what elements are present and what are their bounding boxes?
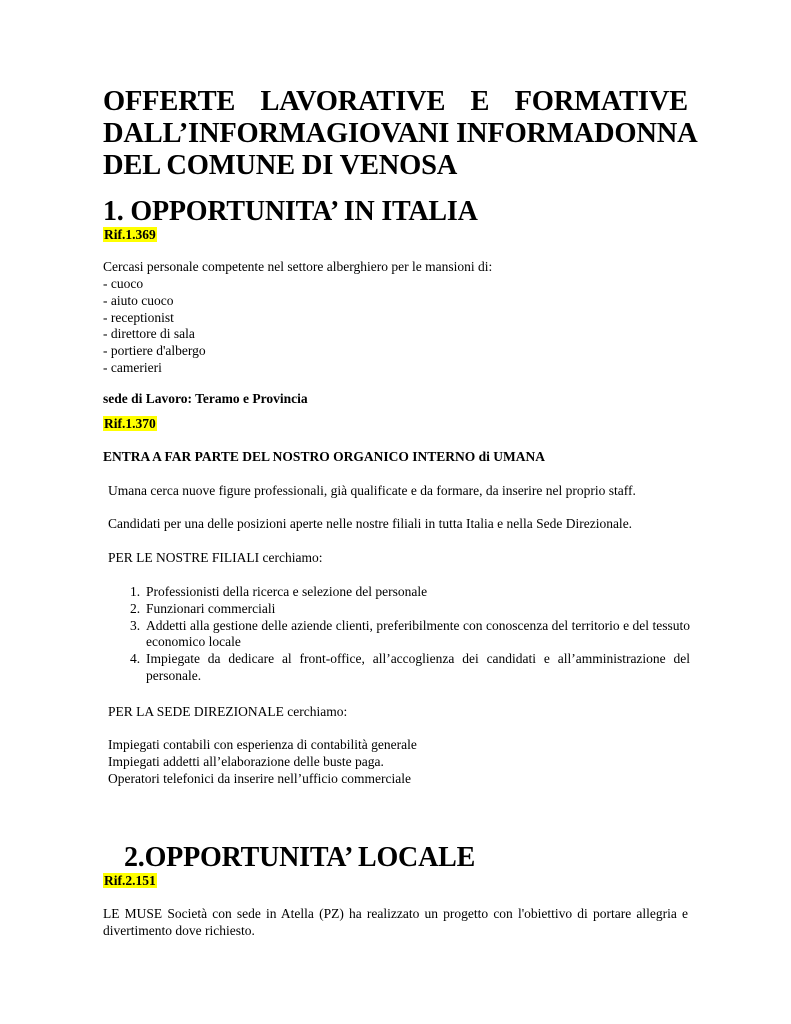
title-line-3: DEL COMUNE DI VENOSA bbox=[103, 150, 458, 181]
ref-label: Rif.2.151 bbox=[104, 873, 156, 888]
ref-1369-location: sede di Lavoro: Teramo e Provincia bbox=[103, 391, 308, 406]
list-number: 3. bbox=[130, 617, 141, 633]
list-item: Operatori telefonici da inserire nell’ufficio commerciale bbox=[108, 770, 411, 786]
list-item: - receptionist bbox=[103, 309, 174, 325]
title-word: E bbox=[470, 86, 490, 117]
list-text: Impiegate da dedicare al front-office, all’accoglienza dei candidati e all’amministrazione del personale. bbox=[146, 651, 690, 683]
filiali-list bbox=[130, 584, 690, 685]
list-number: 1. bbox=[130, 584, 141, 599]
list-item bbox=[130, 618, 690, 652]
ref-1369-positions bbox=[103, 276, 206, 377]
section-2-heading: 2.OPPORTUNITA’ LOCALE bbox=[124, 842, 476, 873]
ref-1370-paragraph-2: Candidati per una delle posizioni aperte nelle nostre filiali in tutta Italia e nella Sede Direzionale. bbox=[108, 516, 633, 531]
list-item: - cuoco bbox=[103, 276, 144, 291]
list-item: - direttore di sala bbox=[103, 326, 195, 342]
ref-badge-1369 bbox=[103, 226, 157, 244]
list-item: Impiegati contabili con esperienza di contabilità generale bbox=[108, 737, 417, 752]
sede-intro: PER LA SEDE DIREZIONALE cerchiamo: bbox=[108, 704, 348, 719]
ref-label: Rif.1.370 bbox=[104, 416, 156, 431]
list-text: Addetti alla gestione delle aziende clienti, preferibilmente con conoscenza del territorio e del tessuto economico locale bbox=[146, 617, 690, 650]
list-item bbox=[130, 601, 690, 618]
list-text: Funzionari commerciali bbox=[146, 600, 276, 616]
list-item: Impiegati addetti all’elaborazione delle buste paga. bbox=[108, 753, 384, 769]
ref-2151-paragraph: LE MUSE Società con sede in Atella (PZ) ha realizzato un progetto con l'obiettivo di portare allegria e divertimento dove richiesto. bbox=[103, 906, 688, 938]
sede-list bbox=[108, 737, 417, 787]
title-line-2: DALL’INFORMAGIOVANI INFORMADONNA bbox=[103, 118, 698, 149]
list-number: 2. bbox=[130, 600, 141, 616]
list-item: - camerieri bbox=[103, 359, 162, 375]
list-item bbox=[130, 651, 690, 685]
title-word: LAVORATIVE bbox=[260, 86, 446, 117]
title-line-1 bbox=[103, 86, 688, 118]
ref-1369-intro: Cercasi personale competente nel settore alberghiero per le mansioni di: bbox=[103, 259, 493, 274]
ref-badge-1370 bbox=[103, 415, 157, 433]
ref-badge-2151 bbox=[103, 872, 157, 890]
ref-label: Rif.1.369 bbox=[104, 227, 156, 242]
list-number: 4. bbox=[130, 651, 141, 667]
list-item: - portiere d'albergo bbox=[103, 343, 206, 359]
title-word: OFFERTE bbox=[103, 86, 236, 117]
list-item bbox=[130, 584, 690, 601]
document-title bbox=[103, 86, 698, 182]
title-word: FORMATIVE bbox=[514, 86, 688, 117]
list-text: Professionisti della ricerca e selezione del personale bbox=[146, 584, 428, 599]
ref-1370-headline: ENTRA A FAR PARTE DEL NOSTRO ORGANICO INTERNO di UMANA bbox=[103, 449, 545, 464]
filiali-intro: PER LE NOSTRE FILIALI cerchiamo: bbox=[108, 550, 323, 565]
ref-1370-paragraph-1: Umana cerca nuove figure professionali, già qualificate e da formare, da inserire nel proprio staff. bbox=[108, 483, 636, 498]
section-1-heading: 1. OPPORTUNITA’ IN ITALIA bbox=[103, 196, 478, 227]
list-item: - aiuto cuoco bbox=[103, 292, 174, 308]
